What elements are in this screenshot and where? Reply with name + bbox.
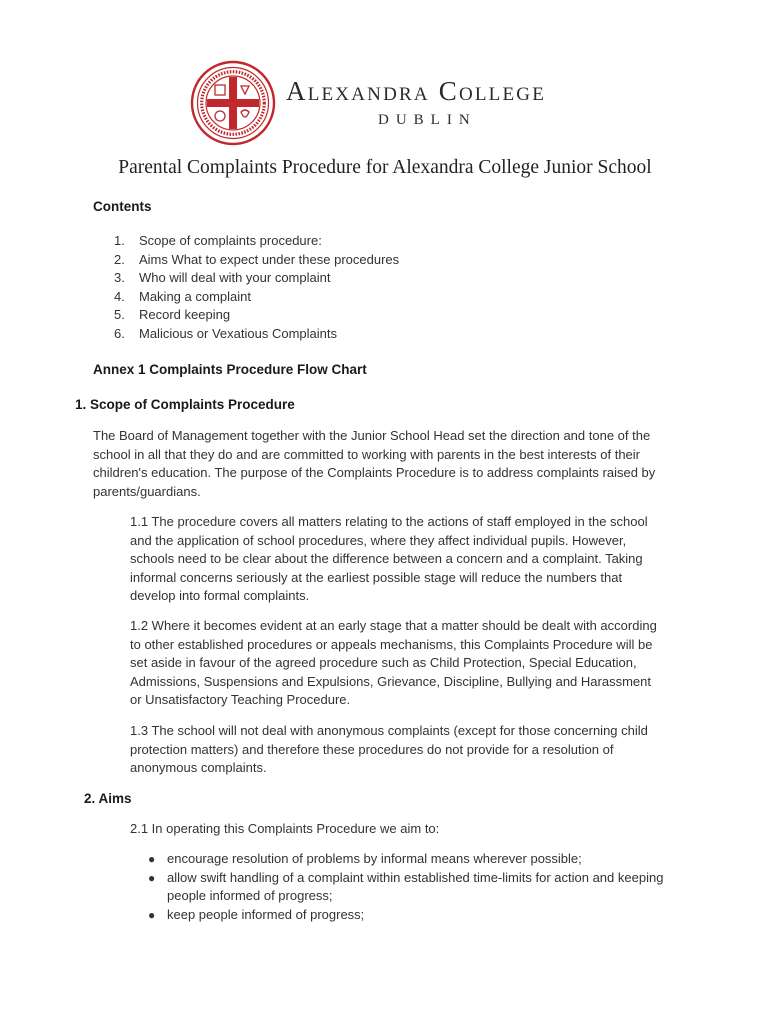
college-location: DUBLIN [378,112,477,128]
college-logo [190,60,610,150]
section-1-intro: The Board of Management together with the Junior School Head set the direction and tone of the school in all that they do and are committed to working with parents in the best interests of their children's education. The purpose of the Complaints Procedure is to address complaints raised by parents/guardians. [93,428,656,499]
annex-heading: Annex 1 Complaints Procedure Flow Chart [93,362,367,377]
contents-item: 6. Malicious or Vexatious Complaints [114,325,337,341]
section-1-heading: 1. Scope of Complaints Procedure [75,397,295,412]
contents-item: 4. Making a complaint [114,288,251,304]
contents-list [114,232,399,344]
document-title: Parental Complaints Procedure for Alexandra College Junior School [118,157,652,178]
paragraph-1-2: 1.2 Where it becomes evident at an early stage that a matter should be dealt with according to other established procedures or appeals mechanisms, this Complaints Procedure will be set aside in favour of the agreed procedure such as Child Protection, Special Education, Admissions, Suspensions and Expulsions, Grievance, Discipline, Bullying and Harassment or Unsatisfactory Teaching Procedure. [130,618,657,708]
paragraph-1-1: 1.1 The procedure covers all matters relating to the actions of staff employed in the school and the application of school procedures, where they affect individual pupils. However, schools need to be clear about the difference between a concern and a complaint. Taking informal concerns seriously at the earliest possible stage will reduce the numbers that develop into formal complaints. [130,514,648,604]
bullet-icon: ● [148,870,156,885]
contents-item: 1. Scope of complaints procedure: [114,233,322,248]
aims-list [148,850,668,924]
section-2-heading: 2. Aims [84,791,132,806]
contents-heading: Contents [93,199,152,214]
contents-item: 5. Record keeping [114,307,231,323]
bullet-icon: ● [148,907,156,922]
list-item: ● allow swift handling of a complaint within established time-limits for action and keeping people informed of progress; [148,869,664,904]
contents-item: 2. Aims What to expect under these procedures [114,251,400,267]
contents-item: 3. Who will deal with your complaint [114,270,331,286]
paragraph-2-1: 2.1 In operating this Complaints Procedure we aim to: [130,821,440,836]
paragraph-1-3: 1.3 The school will not deal with anonymous complaints (except for those concerning child protection matters) and therefore these procedures do not provide for a resolution of anonymous complaints. [130,723,648,776]
bullet-icon: ● [148,852,156,866]
list-item: ● keep people informed of progress; [148,906,668,925]
college-seal-icon [190,60,276,146]
college-name: Alexandra College [286,76,547,106]
list-item: ● encourage resolution of problems by informal means wherever possible; [148,850,668,869]
